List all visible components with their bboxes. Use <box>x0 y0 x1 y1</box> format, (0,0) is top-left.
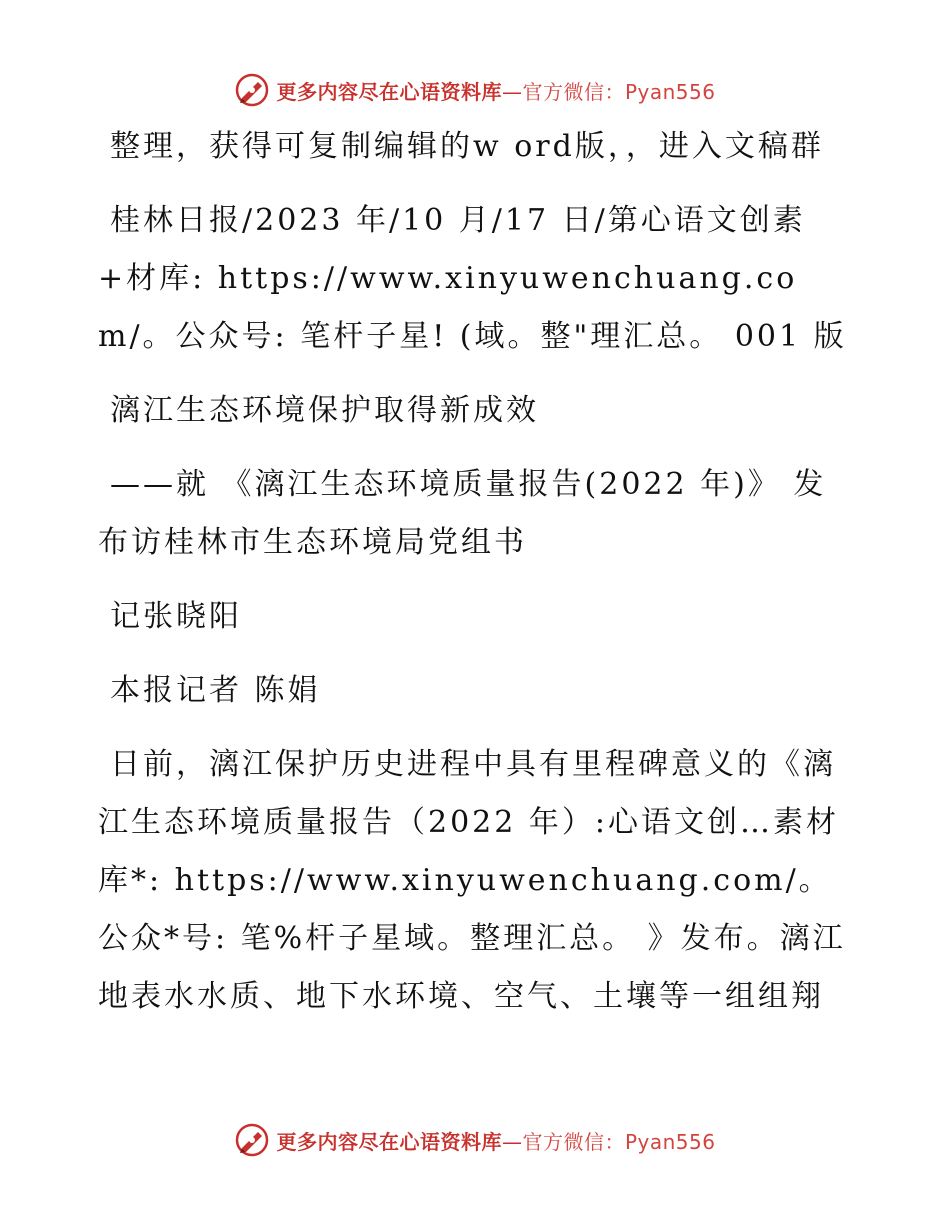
banner-wechat: 官方微信：Pyan556 <box>522 1129 716 1154</box>
header-banner <box>0 70 950 110</box>
pen-logo-icon <box>234 1122 270 1158</box>
banner-slogan: 更多内容尽在心语资料库 <box>276 1129 502 1154</box>
byline: 本报记者 陈娟 <box>110 673 321 708</box>
paragraph: 整理，获得可复制编辑的w ord版，，进入文稿群 <box>110 129 824 164</box>
banner-wechat: 官方微信：Pyan556 <box>522 79 716 104</box>
banner-separator: — <box>501 79 523 104</box>
banner-text <box>276 76 715 105</box>
article-subheadline: ——就 《漓江生态环境质量报告(2022 年)》 发布访桂林市生态环境局党组书 <box>98 467 827 560</box>
paragraph: 桂林日报/2023 年/10 月/17 日/第心语文创素+材库: https://www.xinyuwenchuang.com/。公众号: 笔杆子星! (域。整"理汇总。 001 版 <box>98 203 847 354</box>
paragraph: 记张晓阳 <box>110 599 242 634</box>
footer-banner <box>0 1120 950 1160</box>
article-headline: 漓江生态环境保护取得新成效 <box>110 393 539 428</box>
paragraph: 日前，漓江保护历史进程中具有里程碑意义的《漓江生态环境质量报告（2022 年）:心语文创…素材库*: https://www.xinyuwenchuang.com/。公众*号: 笔%杆子星域。整理汇总。 》发布。漓江地表水水质、地下水环境、空气、土壤等一组组翔 <box>98 747 846 1014</box>
pen-logo-icon <box>234 72 270 108</box>
banner-separator: — <box>501 1129 523 1154</box>
banner-slogan: 更多内容尽在心语资料库 <box>276 79 502 104</box>
article-body <box>98 118 858 1042</box>
banner-text <box>276 1126 715 1155</box>
